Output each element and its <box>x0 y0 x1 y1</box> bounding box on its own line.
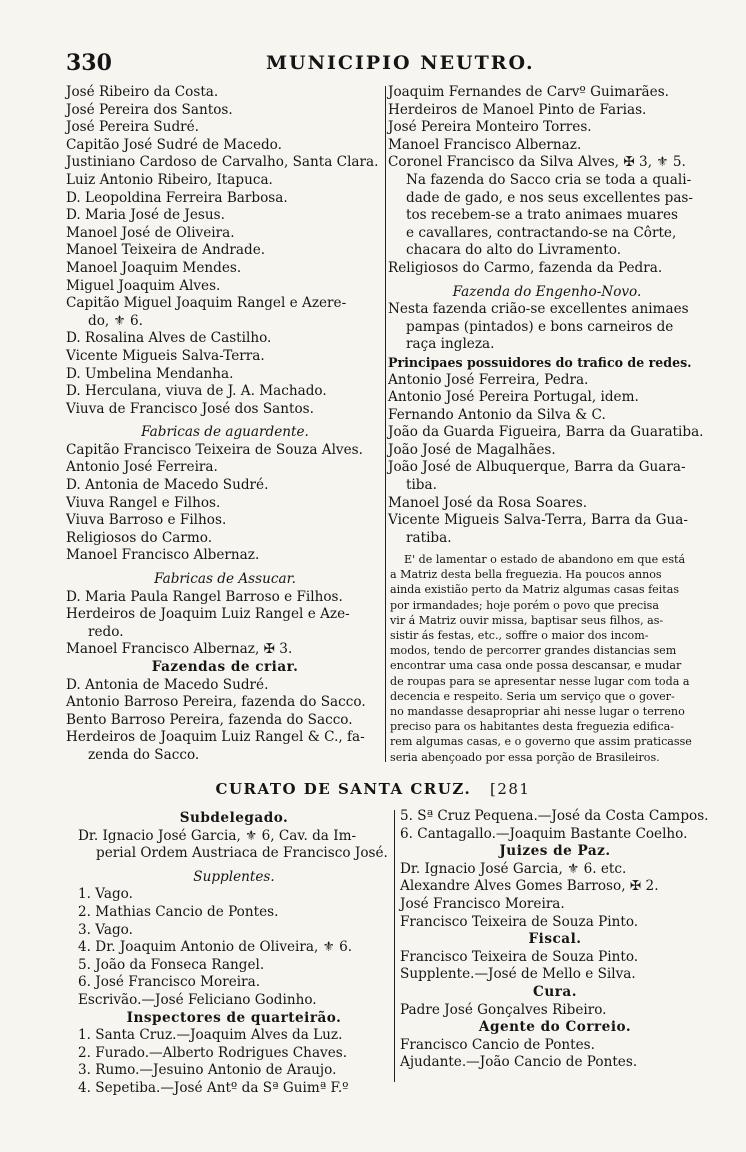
entry-line-heading: Principaes possuidores do trafico de redes. <box>388 354 692 370</box>
curato-line: Escrivão.—José Feliciano Godinho. <box>78 991 317 1008</box>
entry-line: Capitão Francisco Teixeira de Souza Alves. <box>66 441 363 458</box>
entry-line: José Pereira Sudré. <box>66 119 200 136</box>
curato-line: 5. João da Fonseca Rangel. <box>78 956 265 973</box>
entry-line: José Pereira dos Santos. <box>66 101 233 118</box>
entry-line: Vicente Migueis Salva-Terra, Barra da Gua- <box>388 512 688 529</box>
note-line: rem algumas casas, e o governo que assim praticasse <box>390 735 692 749</box>
curato-line: 4. Dr. Joaquim Antonio de Oliveira, ⚜ 6. <box>78 939 353 956</box>
entry-line: D. Leopoldina Ferreira Barbosa. <box>66 189 288 206</box>
curato-line-heading: Agente do Correio. <box>478 1019 632 1036</box>
entry-line: dade de gado, e nos seus excellentes pas- <box>406 189 693 206</box>
curato-line: José Francisco Moreira. <box>400 895 565 912</box>
entry-line: D. Umbelina Mendanha. <box>66 365 234 382</box>
entry-line: Manoel Joaquim Mendes. <box>66 259 242 276</box>
entry-line: Antonio José Pereira Portugal, idem. <box>388 389 639 406</box>
entry-line: e cavallares, contractando-se na Côrte, <box>406 224 677 241</box>
entry-line: D. Antonia de Macedo Sudré. <box>66 477 269 494</box>
curato-line-heading: Inspectores de quarteirão. <box>126 1009 342 1026</box>
entry-line: Bento Barroso Pereira, fazenda do Sacco. <box>66 711 353 728</box>
curato-line: 3. Rumo.—Jesuino Antonio de Araujo. <box>78 1062 337 1079</box>
curato-line: 6. José Francisco Moreira. <box>78 974 261 991</box>
curato-line-heading: Fiscal. <box>528 931 582 948</box>
entry-line: Justiniano Cardoso de Carvalho, Santa Clara. <box>66 154 379 171</box>
entry-line: ratiba. <box>406 529 452 546</box>
entry-line: Viuva Barroso e Filhos. <box>66 512 227 529</box>
entry-line: D. Maria José de Jesus. <box>66 207 225 224</box>
curato-line-heading: Subdelegado. <box>179 810 289 826</box>
entry-line: pampas (pintados) e bons carneiros de <box>406 318 674 335</box>
entry-line: José Pereira Monteiro Torres. <box>388 119 592 136</box>
entry-line: redo. <box>88 623 124 640</box>
curato-left-column <box>78 810 390 1098</box>
note-line: ainda existião perto da Matriz algumas casas feitas <box>390 583 680 597</box>
entry-line: Joaquim Fernandes de Carvº Guimarães. <box>388 84 670 100</box>
entry-line: Na fazenda do Sacco cria se toda a quali- <box>406 171 692 188</box>
entry-line: Luiz Antonio Ribeiro, Itapuca. <box>66 171 273 188</box>
curato-line: 5. Sª Cruz Pequena.—José da Costa Campos. <box>400 808 709 824</box>
entry-line-heading: Fazendas de criar. <box>151 659 299 675</box>
entry-line: Herdeiros de Joaquim Luiz Rangel e Aze- <box>66 606 350 623</box>
entry-line: Religiosos do Carmo. <box>66 529 213 546</box>
note-line: a Matriz desta bella freguezia. Ha poucos annos <box>390 568 662 582</box>
entry-line: Antonio Barroso Pereira, fazenda do Sacco. <box>66 694 366 711</box>
curato-line: 4. Sepetiba.—José Antº da Sª Guimª F.º <box>78 1079 349 1096</box>
curato-line: 6. Cantagallo.—Joaquim Bastante Coelho. <box>400 825 688 842</box>
entry-line: raça ingleza. <box>406 336 495 353</box>
entry-line: Manoel Francisco Albernaz, ✠ 3. <box>66 641 293 658</box>
curato-line: 2. Furado.—Alberto Rodrigues Chaves. <box>78 1044 348 1061</box>
entry-line: Capitão José Sudré de Macedo. <box>66 136 282 153</box>
curato-line: 3. Vago. <box>78 921 133 938</box>
curato-line: 1. Santa Cruz.—Joaquim Alves da Luz. <box>78 1027 343 1044</box>
entry-line: zenda do Sacco. <box>88 746 200 763</box>
entry-line: Religiosos do Carmo, fazenda da Pedra. <box>388 259 663 276</box>
curato-line: perial Ordem Austriaca de Francisco José. <box>96 845 388 862</box>
entry-line: João José de Magalhães. <box>388 441 556 458</box>
note-line: sistir ás festas, etc., soffre o maior dos incom- <box>390 629 649 643</box>
curato-line: 2. Mathias Cancio de Pontes. <box>78 903 279 920</box>
note-line: E' de lamentar o estado de abandono em que está <box>404 553 686 566</box>
curato-line: Francisco Teixeira de Souza Pinto. <box>400 913 639 930</box>
curato-line-heading: Supplentes. <box>193 868 275 885</box>
entry-line: Fernando Antonio da Silva & C. <box>388 406 606 423</box>
curato-line: 1. Vago. <box>78 886 133 903</box>
curato-line: Francisco Teixeira de Souza Pinto. <box>400 948 639 965</box>
entry-line: D. Antonia de Macedo Sudré. <box>66 676 269 693</box>
entry-line: Coronel Francisco da Silva Alves, ✠ 3, ⚜ 5. <box>388 154 686 171</box>
section-ref: [281 <box>489 780 531 798</box>
curato-line: Padre José Gonçalves Ribeiro. <box>400 1001 607 1018</box>
entry-line: Antonio José Ferreira, Pedra. <box>388 371 589 388</box>
entry-line: Manoel Francisco Albernaz. <box>66 547 260 564</box>
entry-line: Nesta fazenda crião-se excellentes animaes <box>388 301 689 318</box>
entry-line: D. Herculana, viuva de J. A. Machado. <box>66 383 327 400</box>
matriz-note <box>390 552 708 765</box>
entry-line: Viuva de Francisco José dos Santos. <box>66 400 314 417</box>
entry-line: João José de Albuquerque, Barra da Guara- <box>388 459 686 476</box>
entry-line: D. Rosalina Alves de Castilho. <box>66 330 272 347</box>
right-column <box>388 84 706 547</box>
curato-line-heading: Juizes de Paz. <box>499 843 611 860</box>
curato-line: Dr. Ignacio José Garcia, ⚜ 6. etc. <box>400 860 627 877</box>
curato-line: Ajudante.—João Cancio de Pontes. <box>400 1054 638 1071</box>
note-line: decencia e respeito. Seria um serviço que o gover- <box>390 689 675 703</box>
entry-line: Vicente Migueis Salva-Terra. <box>66 347 265 364</box>
entry-line: do, ⚜ 6. <box>88 312 144 329</box>
entry-line: tos recebem-se a trato animaes muares <box>406 207 678 224</box>
entry-line-heading: Fabricas de aguardente. <box>141 424 309 441</box>
entry-line: Manoel José de Oliveira. <box>66 224 235 241</box>
entry-line: José Ribeiro da Costa. <box>66 84 219 100</box>
page-header <box>66 50 706 80</box>
note-line: encontrar uma casa onde possa descansar, e mudar <box>390 659 682 673</box>
note-line: vir á Matriz ouvir missa, baptisar seus filhos, as- <box>390 613 664 627</box>
entry-line: Manoel José da Rosa Soares. <box>388 494 588 511</box>
section-title <box>0 780 746 798</box>
running-title: MUNICIPIO NEUTRO. <box>266 52 535 74</box>
entry-line: D. Maria Paula Rangel Barroso e Filhos. <box>66 588 343 605</box>
entry-line-heading: Fabricas de Assucar. <box>154 571 296 588</box>
entry-line: Herdeiros de Manoel Pinto de Farias. <box>388 101 647 118</box>
entry-line: Antonio José Ferreira. <box>66 459 218 476</box>
column-divider-bottom <box>394 810 395 1082</box>
entry-line: chacara do alto do Livramento. <box>406 242 622 259</box>
entry-line: Miguel Joaquim Alves. <box>66 277 221 294</box>
entry-line-heading: Fazenda do Engenho-Novo. <box>452 283 642 300</box>
section-title-text: CURATO DE SANTA CRUZ. <box>215 780 472 798</box>
note-line: por irmandades; hoje porém o povo que precisa <box>390 598 659 612</box>
note-line: de roupas para se apresentar nesse lugar com toda a <box>390 674 690 688</box>
curato-right-column <box>400 808 710 1072</box>
curato-line: Supplente.—José de Mello e Silva. <box>400 966 636 983</box>
entry-line: Manoel Francisco Albernaz. <box>388 136 582 153</box>
page-number: 330 <box>66 50 112 76</box>
curato-line: Alexandre Alves Gomes Barroso, ✠ 2. <box>400 878 659 895</box>
entry-line: Herdeiros de Joaquim Luiz Rangel & C., fa- <box>66 729 365 746</box>
curato-line: Dr. Ignacio José Garcia, ⚜ 6, Cav. da Im- <box>78 827 357 844</box>
entry-line: Manoel Teixeira de Andrade. <box>66 242 266 259</box>
note-line: no mandasse desapropriar ahi nesse lugar o terreno <box>390 705 685 719</box>
entry-line: tiba. <box>406 477 437 494</box>
curato-line-heading: Cura. <box>533 983 577 1000</box>
curato-line: Francisco Cancio de Pontes. <box>400 1036 595 1053</box>
entry-line: Viuva Rangel e Filhos. <box>66 494 221 511</box>
entry-line: João da Guarda Figueira, Barra da Guaratiba. <box>388 424 704 441</box>
note-line: seria abençoado por essa porção de Brasileiros. <box>390 750 660 764</box>
entry-line: Capitão Miguel Joaquim Rangel e Azere- <box>66 295 347 312</box>
note-line: preciso para os habitantes desta freguezia edifica- <box>390 720 675 734</box>
left-column <box>66 84 384 765</box>
column-divider <box>385 86 386 762</box>
note-line: modos, tendo de percorrer grandes distancias sem <box>390 644 677 658</box>
